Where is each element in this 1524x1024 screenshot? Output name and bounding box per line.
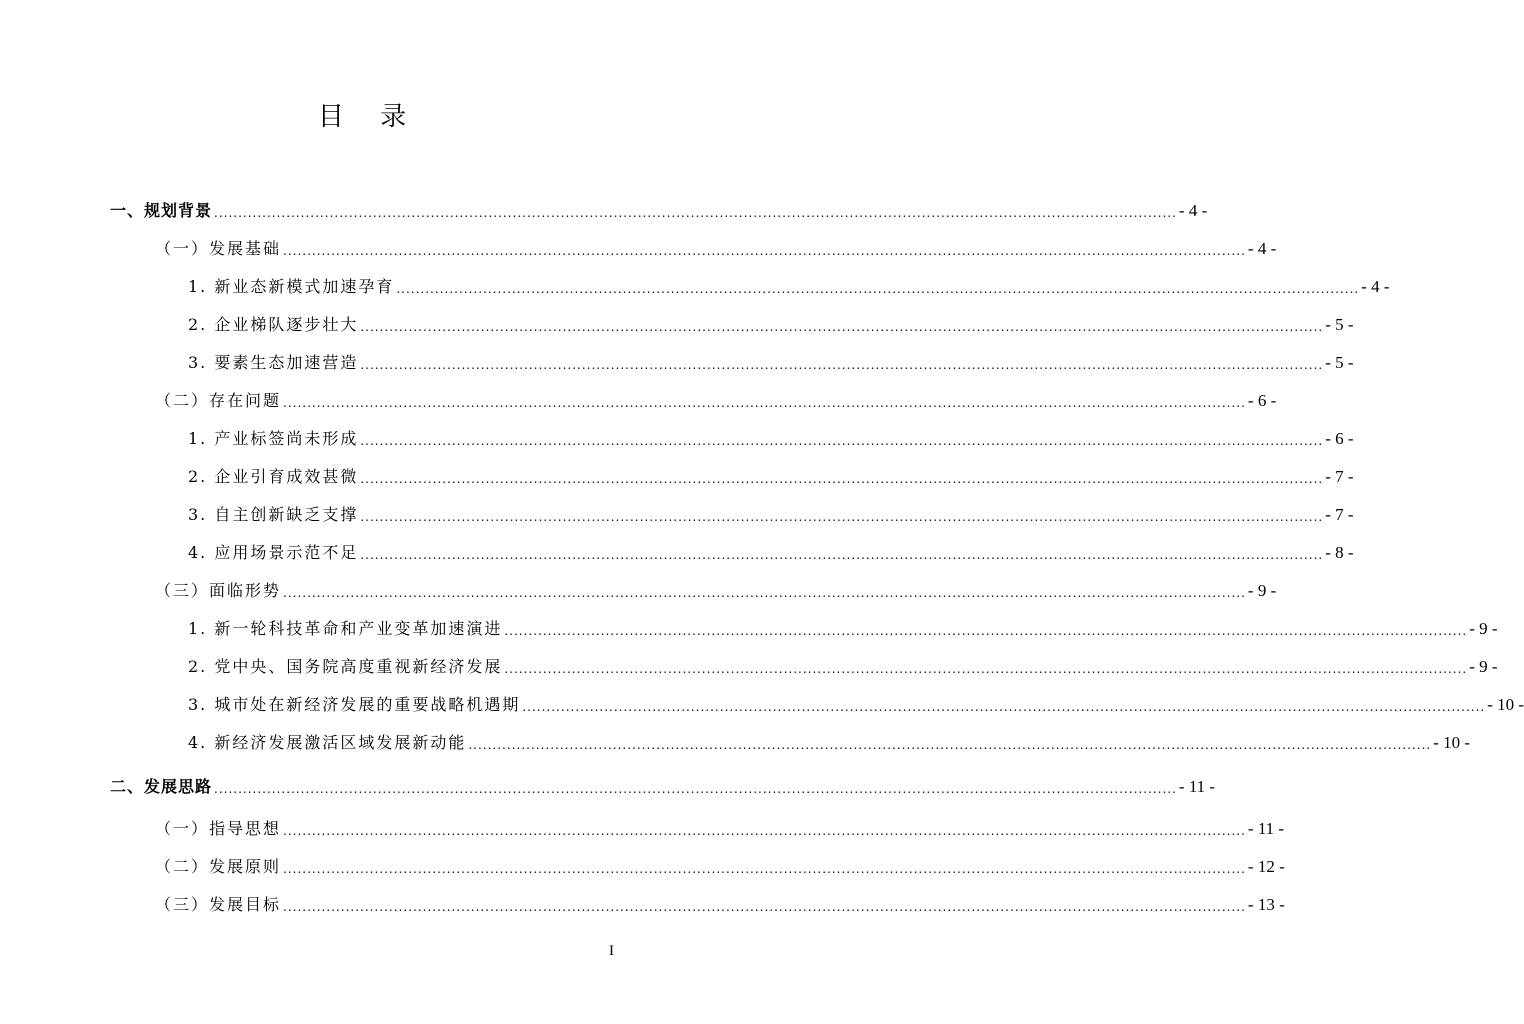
- page-title: 目 录: [317, 102, 421, 132]
- toc-entry[interactable]: [188, 728, 1471, 754]
- toc-entry-page: - 11 -: [1247, 819, 1285, 838]
- toc-entry-page: - 11 -: [1178, 777, 1216, 796]
- dot-leader: ........................................................................................................................................................................................................: [360, 548, 1324, 562]
- toc-entry-page: - 6 -: [1325, 429, 1354, 448]
- toc-entry[interactable]: [188, 424, 1354, 450]
- toc-entry-title: 3. 要素生态加速营造: [188, 353, 359, 372]
- toc-entry-title: （一）指导思想: [155, 819, 282, 838]
- toc-entry-page: - 5 -: [1325, 315, 1354, 334]
- toc-entry-title: 一、规划背景: [110, 201, 213, 220]
- toc-entry-page: - 9 -: [1247, 581, 1277, 600]
- toc-entry[interactable]: [155, 890, 1285, 916]
- toc-entry[interactable]: [188, 652, 1498, 678]
- toc-entry-title: （一）发展基础: [155, 239, 282, 258]
- dot-leader: ........................................................................................................................................................................................................: [522, 700, 1486, 714]
- toc-entry-page: - 7 -: [1325, 467, 1354, 486]
- toc-entry[interactable]: [155, 386, 1277, 412]
- toc-entry-page: - 4 -: [1361, 277, 1390, 296]
- toc-entry-title: 4. 新经济发展激活区域发展新动能: [188, 733, 467, 752]
- toc-entry-page: - 4 -: [1247, 239, 1277, 258]
- dot-leader: ........................................................................................................................................................................................................: [360, 320, 1324, 334]
- toc-entry-title: 1. 新一轮科技革命和产业变革加速演进: [188, 619, 503, 638]
- toc-entry-page: - 8 -: [1325, 543, 1354, 562]
- page-number: I: [609, 943, 614, 959]
- dot-leader: ........................................................................................................................................................................................................: [283, 396, 1246, 410]
- toc-entry-page: - 9 -: [1469, 657, 1498, 676]
- dot-leader: ........................................................................................................................................................................................................: [396, 282, 1360, 296]
- dot-leader: ........................................................................................................................................................................................................: [214, 206, 1177, 220]
- toc-entry-title: 二、发展思路: [110, 777, 213, 796]
- dot-leader: ........................................................................................................................................................................................................: [360, 434, 1324, 448]
- toc-entry-page: - 4 -: [1178, 201, 1208, 220]
- toc-entry[interactable]: [188, 310, 1354, 336]
- toc-entry[interactable]: [110, 196, 1208, 222]
- toc-entry-page: - 13 -: [1247, 895, 1285, 914]
- toc-entry-page: - 6 -: [1247, 391, 1277, 410]
- toc-entry[interactable]: [188, 348, 1354, 374]
- toc-entry-page: - 7 -: [1325, 505, 1354, 524]
- dot-leader: ........................................................................................................................................................................................................: [283, 900, 1246, 914]
- toc-entry-page: - 10 -: [1433, 733, 1471, 752]
- toc-entry[interactable]: [155, 852, 1285, 878]
- toc-entry-page: - 5 -: [1325, 353, 1354, 372]
- dot-leader: ........................................................................................................................................................................................................: [504, 624, 1468, 638]
- toc-entry[interactable]: [110, 772, 1216, 798]
- toc-entry-title: 2. 企业引育成效甚微: [188, 467, 359, 486]
- toc-entry[interactable]: [188, 272, 1390, 298]
- toc-entry-title: 1. 新业态新模式加速孕育: [188, 277, 395, 296]
- toc-entry-title: 4. 应用场景示范不足: [188, 543, 359, 562]
- toc-entry[interactable]: [188, 690, 1524, 716]
- dot-leader: ........................................................................................................................................................................................................: [360, 358, 1324, 372]
- toc-entry[interactable]: [155, 814, 1285, 840]
- toc-entry-page: - 9 -: [1469, 619, 1498, 638]
- dot-leader: ........................................................................................................................................................................................................: [283, 824, 1246, 838]
- toc-entry[interactable]: [188, 538, 1354, 564]
- toc-entry-title: 3. 城市处在新经济发展的重要战略机遇期: [188, 695, 521, 714]
- dot-leader: ........................................................................................................................................................................................................: [283, 586, 1246, 600]
- dot-leader: ........................................................................................................................................................................................................: [468, 738, 1432, 752]
- toc-entry-title: （三）发展目标: [155, 895, 282, 914]
- toc-entry-title: 2. 党中央、国务院高度重视新经济发展: [188, 657, 503, 676]
- toc-entry-title: 2. 企业梯队逐步壮大: [188, 315, 359, 334]
- toc-entry-title: 3. 自主创新缺乏支撑: [188, 505, 359, 524]
- toc-entry[interactable]: [155, 576, 1277, 602]
- toc-entry-title: 1. 产业标签尚未形成: [188, 429, 359, 448]
- dot-leader: ........................................................................................................................................................................................................: [504, 662, 1468, 676]
- toc-entry-page: - 12 -: [1247, 857, 1285, 876]
- toc-entry[interactable]: [188, 500, 1354, 526]
- dot-leader: ........................................................................................................................................................................................................: [214, 782, 1177, 796]
- dot-leader: ........................................................................................................................................................................................................: [360, 510, 1324, 524]
- dot-leader: ........................................................................................................................................................................................................: [283, 862, 1246, 876]
- toc-entry[interactable]: [155, 234, 1277, 260]
- dot-leader: ........................................................................................................................................................................................................: [360, 472, 1324, 486]
- toc-entry-title: （三）面临形势: [155, 581, 282, 600]
- toc-entry-title: （二）发展原则: [155, 857, 282, 876]
- toc-entry-page: - 10 -: [1487, 695, 1524, 714]
- dot-leader: ........................................................................................................................................................................................................: [283, 244, 1246, 258]
- toc-entry[interactable]: [188, 614, 1498, 640]
- toc-entry-title: （二）存在问题: [155, 391, 282, 410]
- toc-entry[interactable]: [188, 462, 1354, 488]
